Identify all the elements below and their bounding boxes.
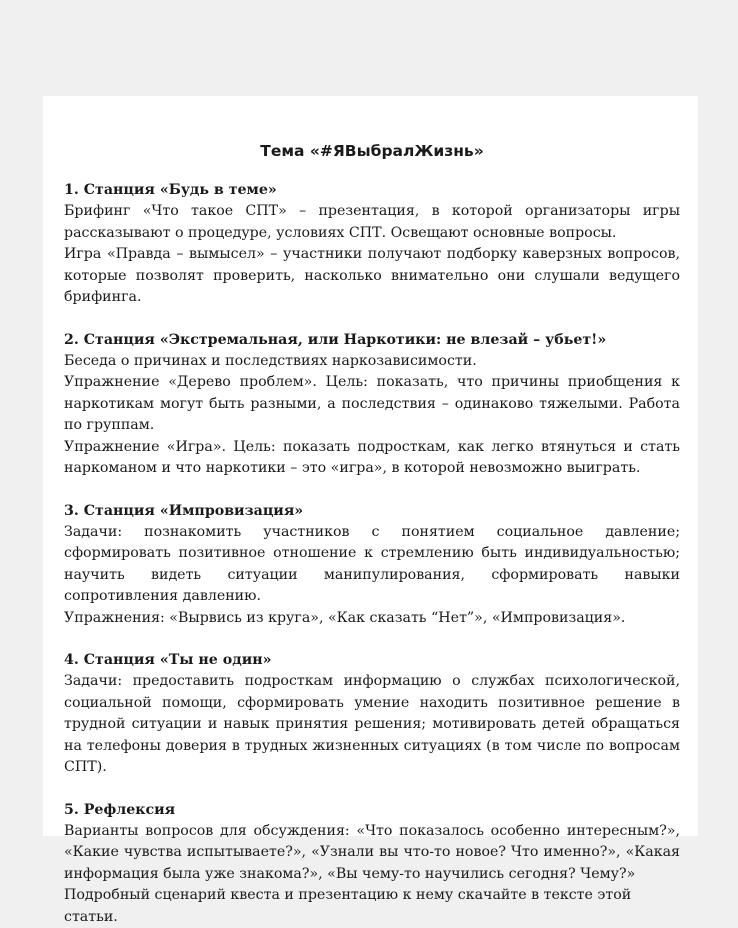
section-paragraph: Задачи: предоставить подросткам информацию о службах психологической, социальной помощи, сформировать умение находить позитивное решение в трудной ситуации и навык принятия решения; мотивировать детей обращаться на телефоны доверия в трудных жизненных ситуациях (в том числе по вопросам СПТ). [64,671,680,779]
section-paragraph: Упражнение «Игра». Цель: показать подросткам, как легко втянуться и стать наркоманом и что наркотики – это «игра», в которой невозможно выиграть. [64,437,680,480]
section-paragraph: Упражнение «Дерево проблем». Цель: показать, что причины приобщения к наркотикам могут быть разными, а последствия – одинаково тяжелыми. Работа по группам. [64,372,680,437]
section-station-2 [64,330,680,480]
section-paragraph: Упражнения: «Вырвись из круга», «Как сказать “Нет”», «Импровизация». [64,608,680,630]
section-station-4 [64,650,680,779]
section-station-3 [64,501,680,630]
section-station-1 [64,180,680,309]
section-heading: 3. Станция «Импровизация» [64,501,680,522]
section-heading: 1. Станция «Будь в теме» [64,180,680,201]
section-paragraph: Варианты вопросов для обсуждения: «Что показалось особенно интересным?», «Какие чувства испытываете?», «Узнали вы что-то новое? Что именно?», «Какая информация была уже знакома?», «Вы чему-то научились сегодня? Чему?» [64,821,680,886]
section-paragraph: Задачи: познакомить участников с понятием социальное давление; сформировать позитивное отношение к стремлению быть индивидуальностью; научить видеть ситуации манипулирования, сформировать навыки сопротивления давлению. [64,522,680,608]
section-paragraph: Беседа о причинах и последствиях наркозависимости. [64,351,680,373]
section-paragraph: Брифинг «Что такое СПТ» – презентация, в которой организаторы игры рассказывают о процедуре, условиях СПТ. Освещают основные вопросы. [64,201,680,244]
section-reflection [64,800,680,928]
section-paragraph: Игра «Правда – вымысел» – участники получают подборку каверзных вопросов, которые позволят проверить, насколько внимательно они слушали ведущего брифинга. [64,244,680,309]
section-heading: 2. Станция «Экстремальная, или Наркотики: не влезай – убьет!» [64,330,680,351]
section-heading: 5. Рефлексия [64,800,680,821]
article-card [43,96,698,836]
section-heading: 4. Станция «Ты не один» [64,650,680,671]
page-title: Тема «#ЯВыбралЖизнь» [64,96,680,170]
download-note: Подробный сценарий квеста и презентацию к нему скачайте в тексте этой статьи. [64,885,680,928]
